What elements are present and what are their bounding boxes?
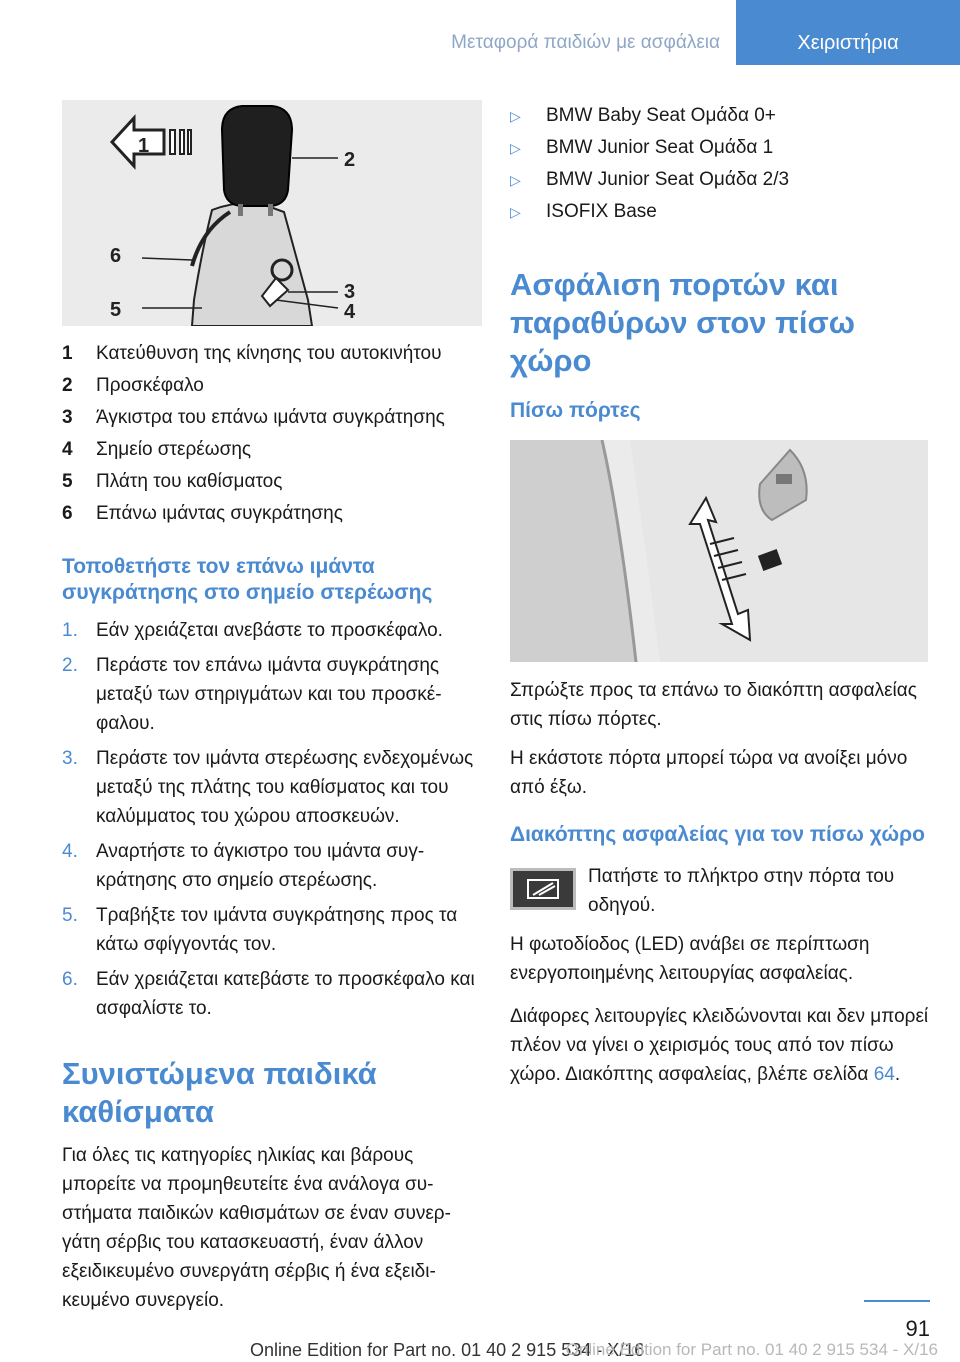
label-2: 2 (344, 149, 356, 171)
triangle-bullet-icon: ▷ (510, 172, 521, 188)
list-item: 2. Περάστε τον επάνω ιμάντα συγκράτησης μεταξύ των στηριγμάτων και του προσκέφαλου. (62, 655, 442, 734)
legend-item: 6 Επάνω ιμάντας συγκράτησης (62, 503, 343, 524)
right-column (510, 100, 930, 1089)
window-lock-button-icon (510, 868, 576, 910)
legend-item: 5 Πλάτη του καθίσματος (62, 471, 283, 492)
door-lock-diagram (510, 440, 928, 662)
header-divider (736, 62, 960, 65)
triangle-bullet-icon: ▷ (510, 204, 521, 220)
legend-item: 1 Κατεύθυνση της κίνησης του αυτοκινήτου (62, 343, 442, 364)
seats-heading: Συνιστώμενα παιδικά καθίσματα (62, 1056, 377, 1129)
list-item: 1. Εάν χρειάζεται ανεβάστε το προσκέφαλο. (62, 620, 443, 641)
left-column (62, 100, 482, 1315)
legend-item: 3 Άγκιστρα του επάνω ιμάντα συγκράτησης (62, 407, 445, 428)
list-item: 6. Εάν χρειάζεται κατεβάστε το προσκέφαλο και ασφαλίστε το. (62, 969, 475, 1019)
list-item: ▷ BMW Baby Seat Ομάδα 0+ (510, 100, 930, 132)
rear-doors-p1: Σπρώξτε προς τα επάνω το διακόπτη ασφαλείας στις πίσω πόρτες. (510, 680, 917, 730)
headrest-tether-illustration (62, 100, 482, 326)
seats-paragraph: Για όλες τις κατηγορίες ηλικίας και βάρους μπορείτε να προμηθευτείτε ένα ανάλογα συστήματα παιδικών καθισμάτων σε έναν συνεργάτη σέρβις του κατασκευαστή, έναν άλλον εξειδικευμένο συνεργάτη σέρβις ή ένα εξειδικευμένο συνεργείο. (62, 1145, 451, 1311)
headrest-diagram (62, 100, 482, 326)
list-item: ▷ ISOFIX Base (510, 196, 930, 228)
rear-doors-p2: Η εκάστοτε πόρτα μπορεί τώρα να ανοίξει μόνο από έξω. (510, 748, 908, 798)
label-6: 6 (110, 245, 122, 267)
legend-item: 2 Προσκέφαλο (62, 375, 204, 396)
led-paragraph: Η φωτοδίοδος (LED) ανάβει σε περίπτωση ενεργοποιημένης λειτουργίας ασφαλείας. (510, 934, 870, 984)
label-1: 1 (138, 135, 150, 157)
page-header (0, 0, 960, 62)
safety-switch-heading: Διακόπτης ασφαλείας για τον πίσω χώρο (510, 823, 925, 846)
mount-steps (62, 616, 482, 1023)
list-item: 4. Αναρτήστε το άγκιστρο του ιμάντα συγκράτησης στο σημείο στερέωσης. (62, 841, 425, 891)
lock-heading: Ασφάλιση πορτών και παραθύρων στον πίσω χώρο (510, 267, 855, 378)
section-title: Μεταφορά παιδιών με ασφάλεια (451, 32, 720, 53)
functions-paragraph: Διάφορες λειτουργίες κλειδώνονται και δεν μπορεί πλέον να γίνει ο χειρισμός τους από τον πίσω χώρο. Διακόπτης ασφαλείας, βλέπε σελίδα 64. (510, 1006, 929, 1085)
figure-legend (62, 338, 482, 530)
label-3: 3 (344, 281, 356, 303)
page-link[interactable]: 64 (873, 1064, 895, 1085)
legend-item: 4 Σημείο στερέωσης (62, 439, 252, 460)
rear-door-illustration (510, 440, 928, 662)
watermark: Online Edition for Part no. 01 40 2 915 534 - X/16 (565, 1340, 938, 1359)
page-number: 91 (864, 1300, 930, 1342)
list-item: ▷ BMW Junior Seat Ομάδα 2/3 (510, 164, 930, 196)
mount-heading: Τοποθετήστε τον επάνω ιμάντα συγκράτησης στο σημείο στερέωσης (62, 555, 433, 604)
edition-text: Online Edition for Part no. 01 40 2 915 534 - X/16 (250, 1340, 645, 1360)
safety-switch-row (510, 862, 930, 920)
tab-controls[interactable]: Χειριστήρια (736, 0, 960, 62)
list-item: 5. Τραβήξτε τον ιμάντα συγκράτησης προς τα κάτω σφίγγοντάς τον. (62, 905, 458, 955)
list-item: 3. Περάστε τον ιμάντα στερέωσης ενδεχομένως μεταξύ της πλάτης του καθίσματος και του καλύμματος του χώρου αποσκευών. (62, 748, 474, 827)
direction-arrow-icon (112, 118, 191, 166)
label-4: 4 (344, 301, 356, 323)
label-5: 5 (110, 299, 122, 321)
triangle-bullet-icon: ▷ (510, 108, 521, 124)
triangle-bullet-icon: ▷ (510, 140, 521, 156)
seat-list (510, 100, 930, 228)
rear-doors-heading: Πίσω πόρτες (510, 399, 641, 422)
list-item: ▷ BMW Junior Seat Ομάδα 1 (510, 132, 930, 164)
safety-switch-text: Πατήστε το πλήκτρο στην πόρτα του οδηγού. (588, 866, 895, 916)
